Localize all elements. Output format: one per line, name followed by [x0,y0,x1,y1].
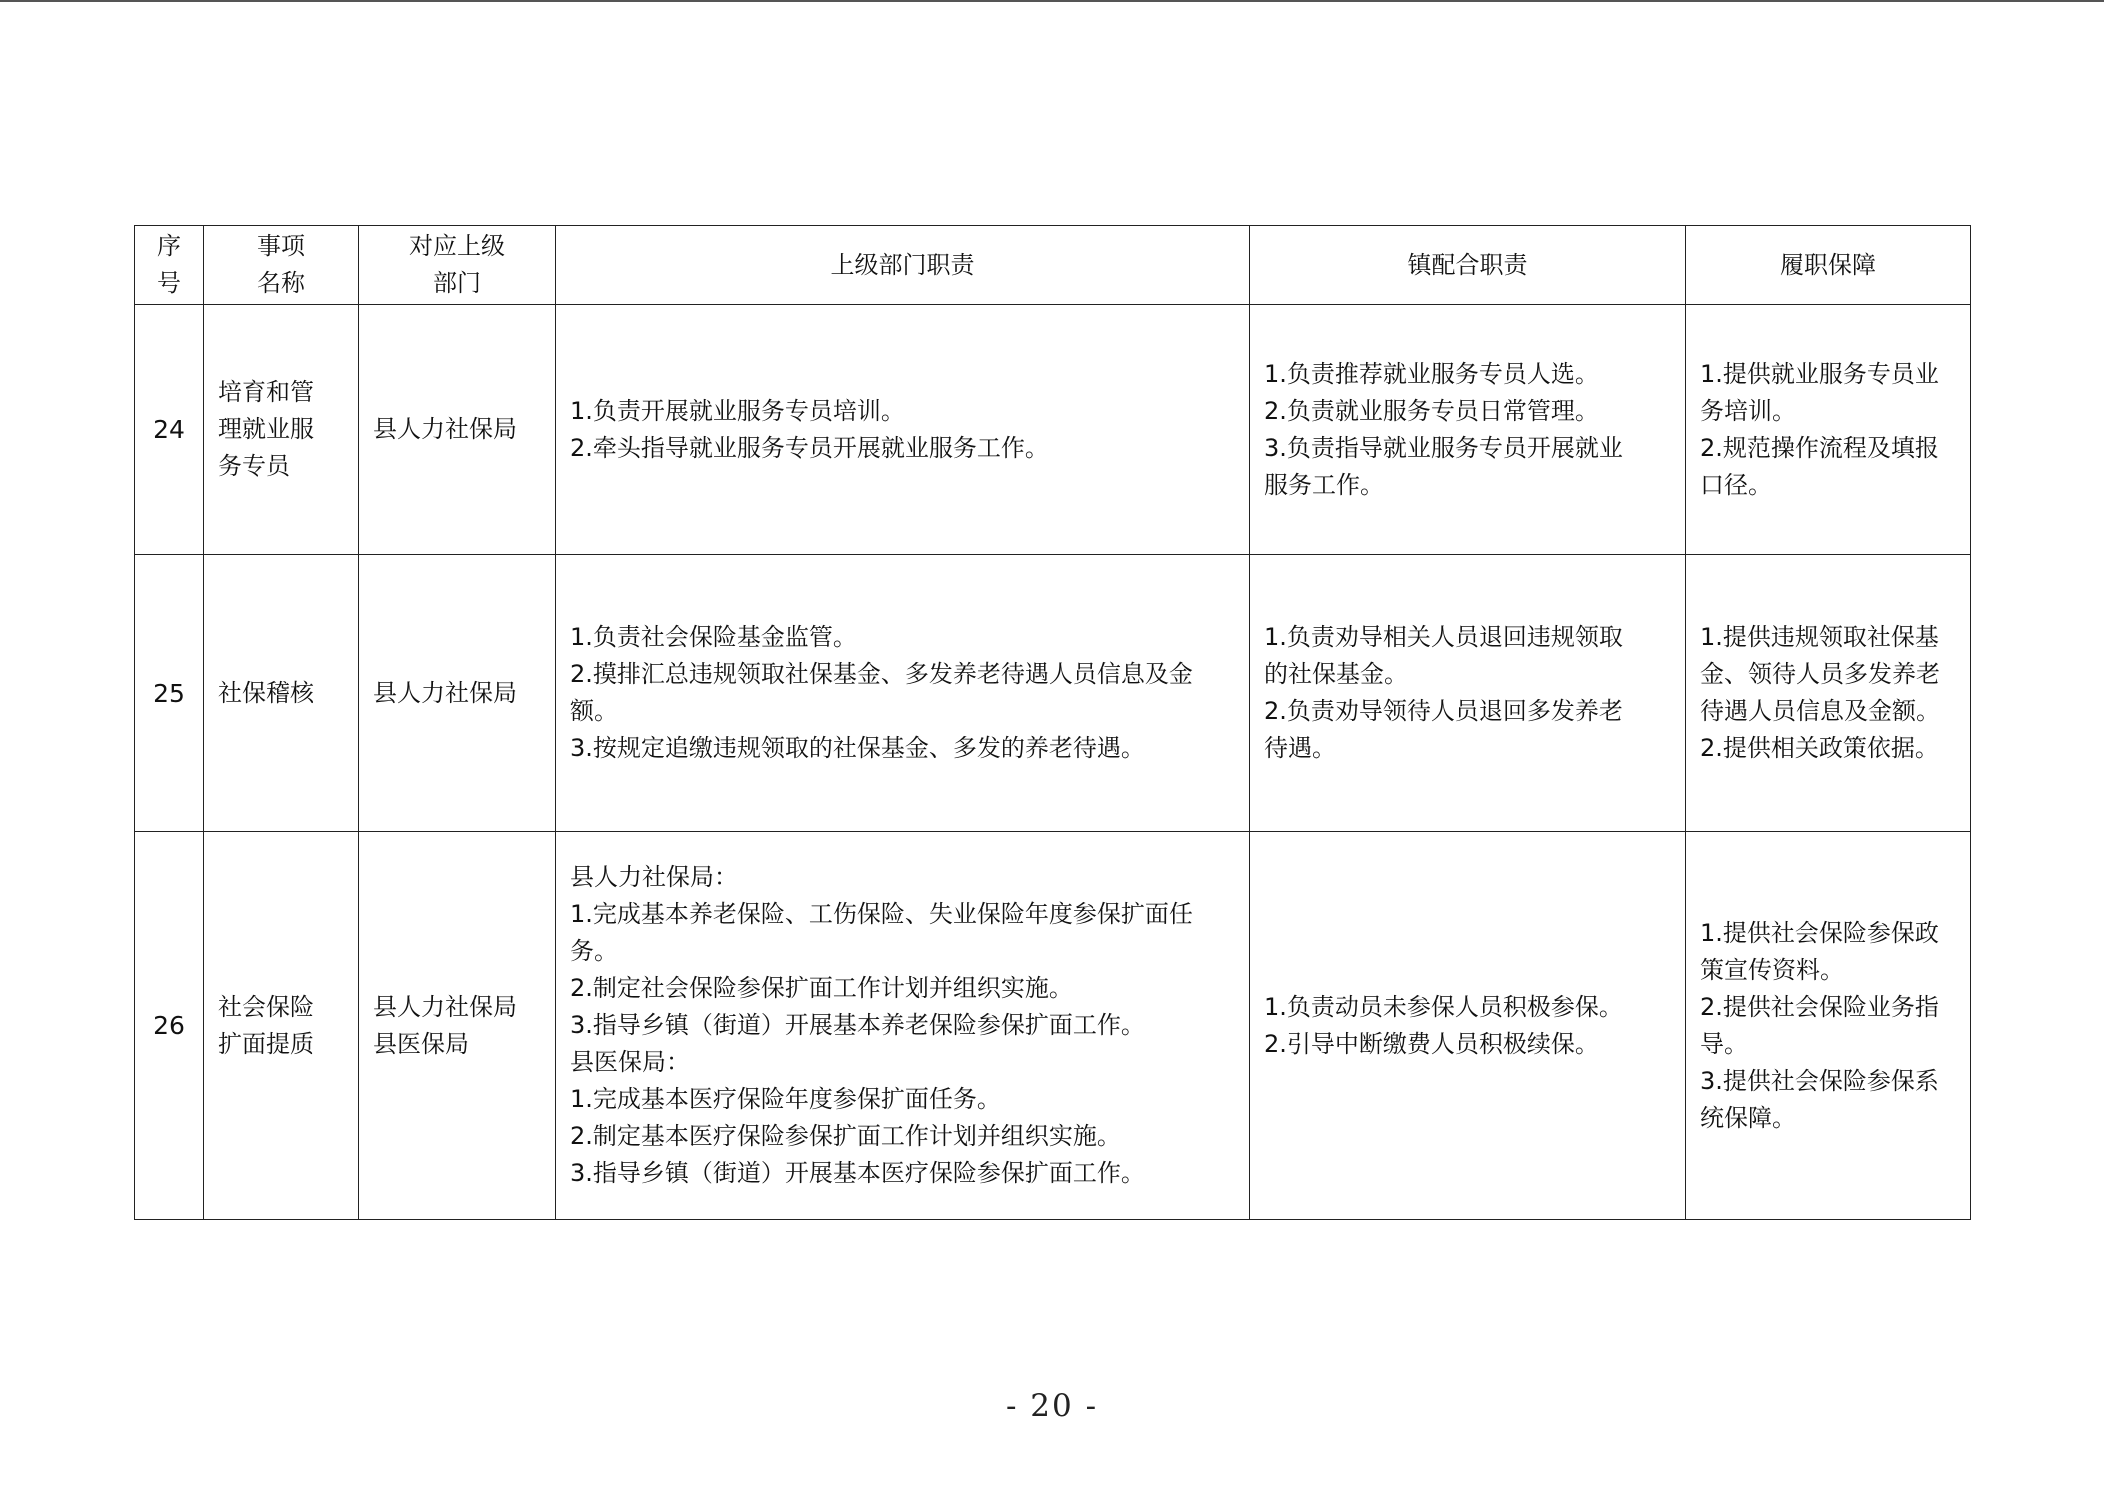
table-row [135,832,1971,1220]
row-town-duty: 1.负责推荐就业服务专员人选。 2.负责就业服务专员日常管理。 3.负责指导就业服务专员开展就业 服务工作。 [1250,305,1686,555]
header-name: 事项 名称 [204,226,359,305]
table-row [135,555,1971,832]
row-guarantee: 1.提供违规领取社保基 金、领待人员多发养老 待遇人员信息及金额。 2.提供相关政策依据。 [1686,555,1971,832]
table-header-row [135,226,1971,305]
table-row [135,305,1971,555]
row-town-duty: 1.负责劝导相关人员退回违规领取 的社保基金。 2.负责劝导领待人员退回多发养老 待遇。 [1250,555,1686,832]
header-no: 序 号 [135,226,204,305]
duty-table [134,225,1971,1220]
row-no: 25 [135,555,204,832]
row-upper-duty: 1.负责开展就业服务专员培训。 2.牵头指导就业服务专员开展就业服务工作。 [556,305,1250,555]
row-name: 培育和管 理就业服 务专员 [204,305,359,555]
row-name: 社保稽核 [204,555,359,832]
row-guarantee: 1.提供社会保险参保政 策宣传资料。 2.提供社会保险业务指 导。 3.提供社会保险参保系 统保障。 [1686,832,1971,1220]
header-dept: 对应上级 部门 [359,226,556,305]
row-upper-duty: 县人力社保局： 1.完成基本养老保险、工伤保险、失业保险年度参保扩面任 务。 2.制定社会保险参保扩面工作计划并组织实施。 3.指导乡镇（街道）开展基本养老保险参保扩面工作。 县医保局： 1.完成基本医疗保险年度参保扩面任务。 2.制定基本医疗保险参保扩面工作计划并组织实施。 3.指导乡镇（街道）开展基本医疗保险参保扩面工作。 [556,832,1250,1220]
header-upper-duty: 上级部门职责 [556,226,1250,305]
row-no: 26 [135,832,204,1220]
row-town-duty: 1.负责动员未参保人员积极参保。 2.引导中断缴费人员积极续保。 [1250,832,1686,1220]
row-dept: 县人力社保局 [359,555,556,832]
row-no: 24 [135,305,204,555]
page-top-border [0,0,2104,2]
row-name: 社会保险 扩面提质 [204,832,359,1220]
header-guarantee: 履职保障 [1686,226,1971,305]
row-guarantee: 1.提供就业服务专员业 务培训。 2.规范操作流程及填报 口径。 [1686,305,1971,555]
row-dept: 县人力社保局 [359,305,556,555]
row-dept: 县人力社保局 县医保局 [359,832,556,1220]
header-town-duty: 镇配合职责 [1250,226,1686,305]
row-upper-duty: 1.负责社会保险基金监管。 2.摸排汇总违规领取社保基金、多发养老待遇人员信息及金 额。 3.按规定追缴违规领取的社保基金、多发的养老待遇。 [556,555,1250,832]
page-number: - 20 - [1005,1388,1099,1424]
